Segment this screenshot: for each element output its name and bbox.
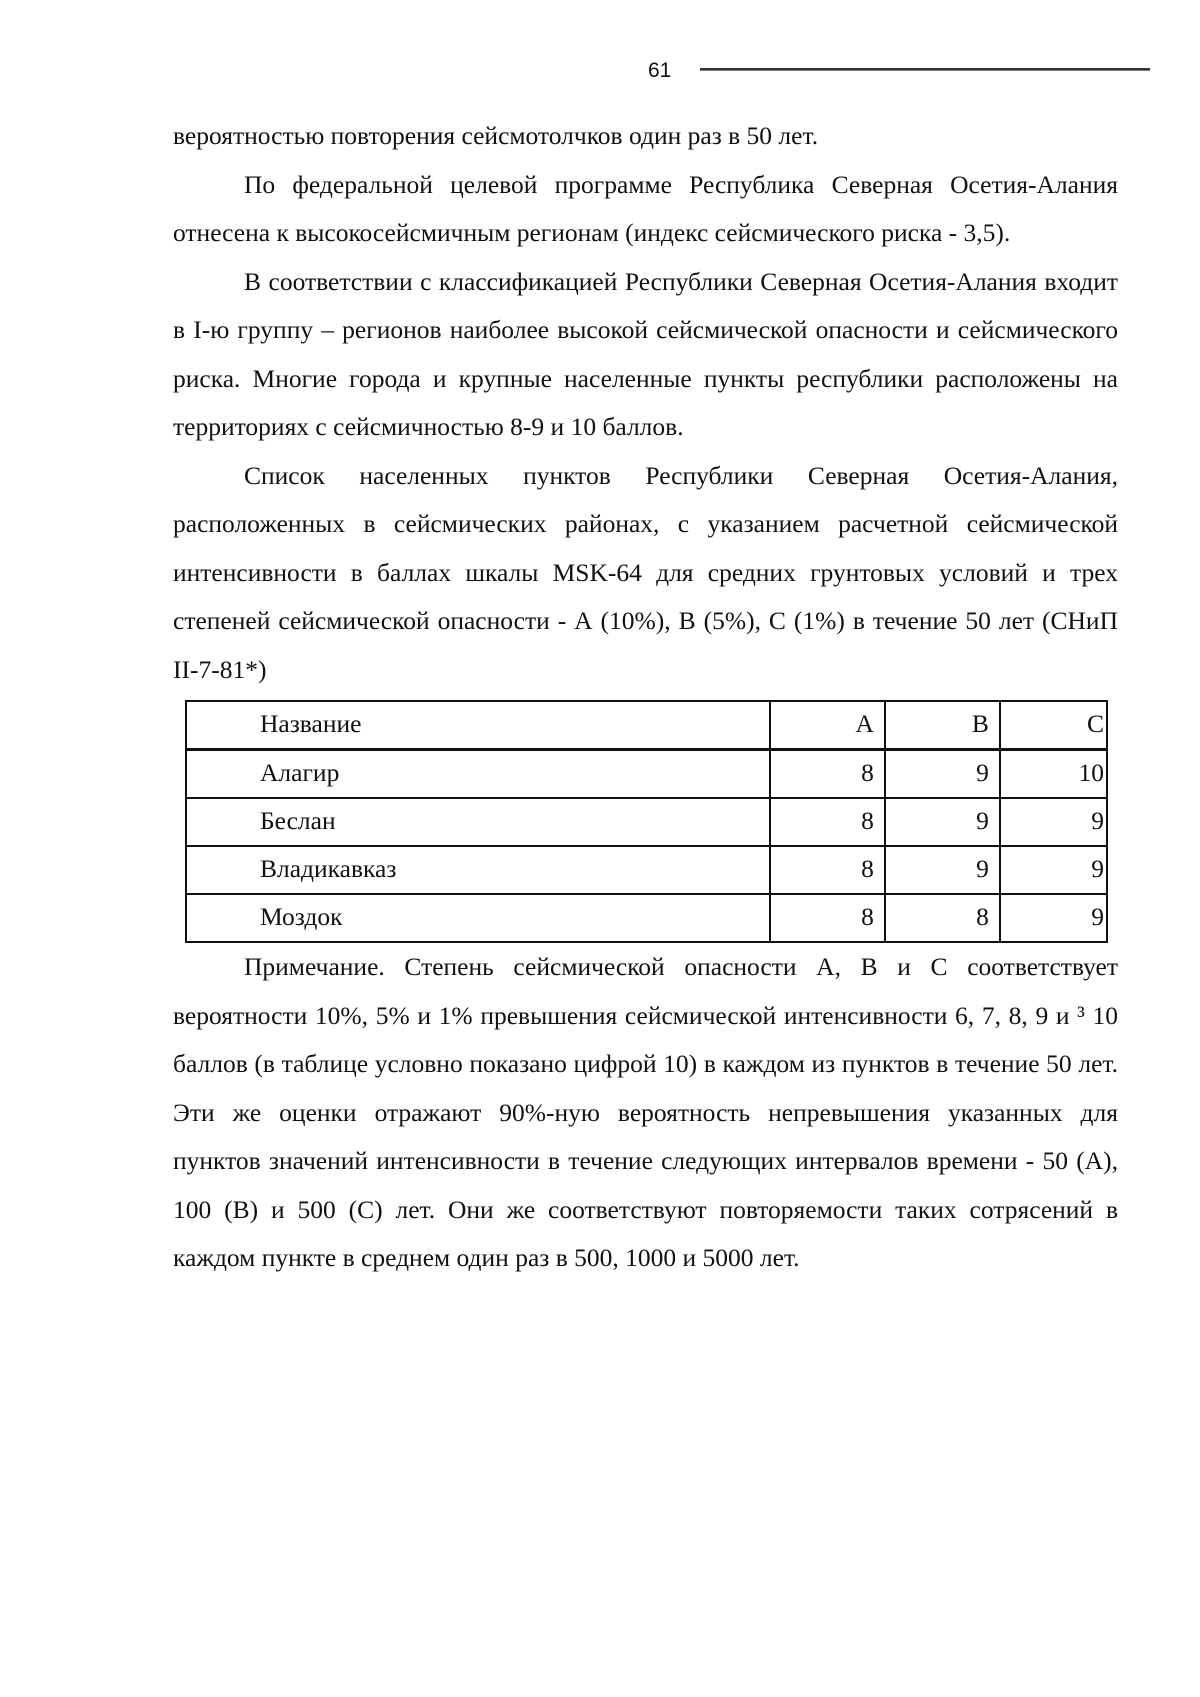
cell-c: 9: [1000, 846, 1107, 894]
header-b: В: [885, 701, 1000, 750]
cell-name: Моздок: [186, 894, 770, 942]
paragraph-2: По федеральной целевой программе Республика Северная Осетия-Алания отнесена к высокосейсмичным регионам (индекс сейсмического риска - 3,5).: [173, 169, 1118, 247]
cell-a: 8: [770, 798, 885, 846]
table-row: [186, 846, 1107, 894]
cell-b: 9: [885, 750, 1000, 799]
header-rule: [700, 68, 1150, 71]
cell-a: 8: [770, 750, 885, 799]
paragraph-3: В соответствии с классификацией Республики Северная Осетия-Алания входит в I-ю группу – регионов наиболее высокой сейсмической опасности и сейсмического риска. Многие города и крупные населенные пункты республики расположены на территориях с сейсмичностью 8-9 и 10 баллов.: [173, 266, 1118, 441]
table-row: [186, 894, 1107, 942]
page-number: 61: [648, 59, 672, 82]
cell-a: 8: [770, 894, 885, 942]
cell-name: Алагир: [186, 750, 770, 799]
cell-b: 9: [885, 846, 1000, 894]
table-row: [186, 750, 1107, 799]
cell-c: 9: [1000, 894, 1107, 942]
cell-name: Беслан: [186, 798, 770, 846]
seismic-table: [185, 700, 1108, 943]
table-row: [186, 798, 1107, 846]
cell-name: Владикавказ: [186, 846, 770, 894]
body-text: [173, 112, 1118, 1283]
cell-c: 9: [1000, 798, 1107, 846]
cell-b: 8: [885, 894, 1000, 942]
header-c: С: [1000, 701, 1107, 750]
table-header-row: [186, 701, 1107, 750]
cell-b: 9: [885, 798, 1000, 846]
header-name: Название: [186, 701, 770, 750]
cell-c: 10: [1000, 750, 1107, 799]
header-a: А: [770, 701, 885, 750]
paragraph-1: вероятностью повторения сейсмотолчков один раз в 50 лет.: [173, 121, 819, 150]
cell-a: 8: [770, 846, 885, 894]
paragraph-note: Примечание. Степень сейсмической опасности А, В и С соответствует вероятности 10%, 5% и 1% превышения сейсмической интенсивности 6, 7, 8, 9 и ³ 10 баллов (в таблице условно показано цифрой 10) в каждом из пунктов в течение 50 лет. Эти же оценки отражают 90%-ную вероятность непревышения указанных для пунктов значений интенсивности в течение следующих интервалов времени - 50 (А), 100 (В) и 500 (С) лет. Они же соответствуют повторяемости таких сотрясений в каждом пункте в среднем один раз в 500, 1000 и 5000 лет.: [173, 952, 1118, 1272]
paragraph-4: Список населенных пунктов Республики Северная Осетия-Алания, расположенных в сейсмических районах, с указанием расчетной сейсмической интенсивности в баллах шкалы MSK-64 для средних грунтовых условий и трех степеней сейсмической опасности - А (10%), В (5%), С (1%) в течение 50 лет (СНиП II-7-81*): [173, 460, 1118, 684]
page-header: [0, 58, 1200, 88]
